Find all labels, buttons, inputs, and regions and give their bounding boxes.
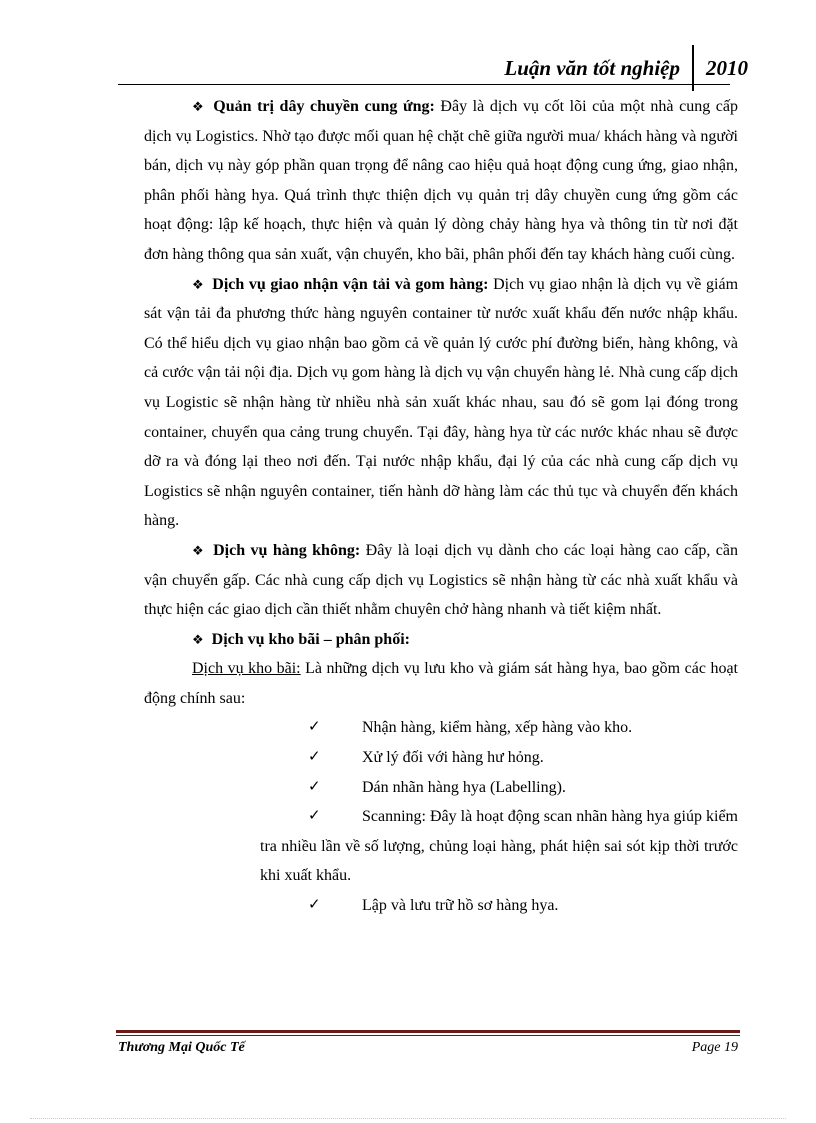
- list-item: ✓ Xử lý đối với hàng hư hỏng.: [260, 743, 738, 773]
- header-rule: [118, 84, 730, 85]
- page-edge: [30, 1118, 786, 1119]
- term-supply-chain: Quản trị dây chuyền cung ứng:: [213, 98, 435, 115]
- diamond-bullet-icon: ❖: [192, 276, 205, 292]
- diamond-bullet-icon: ❖: [192, 631, 204, 647]
- diamond-bullet-icon: ❖: [192, 99, 206, 114]
- page-number: 19: [724, 1040, 738, 1055]
- check-icon: ✓: [308, 778, 321, 795]
- term-air-service: Dịch vụ hàng không:: [213, 541, 361, 559]
- footer-rule: [116, 1030, 740, 1033]
- page-label: Page: [691, 1040, 721, 1055]
- check-icon: ✓: [308, 897, 321, 914]
- text-warehouse-service: Là những dịch vụ lưu kho và giám sát hàng hya, bao gồm các hoạt động chính sau:: [144, 660, 739, 707]
- paragraph-warehouse-service: [144, 654, 738, 713]
- check-icon: ✓: [308, 719, 321, 736]
- text-air-service: Đây là loại dịch vụ dành cho các loại hàng cao cấp, cần vận chuyển gấp. Các nhà cung cấp dịch vụ Logistics sẽ nhận hàng từ các nhà xuất khẩu và thực hiện các giao dịch cần thiết nhằm chuyên chở hàng nhanh và tiết kiệm nhất.: [144, 541, 739, 619]
- paragraph-freight-forwarding: [144, 270, 738, 536]
- list-item: ✓ Scanning: Đây là hoạt động scan nhãn hàng hya giúp kiểm tra nhiều lần về số lượng, chủng loại hàng, phát hiện sai sót kịp thời trước khi xuất khẩu.: [260, 802, 738, 891]
- list-item: ✓ Nhận hàng, kiểm hàng, xếp hàng vào kho.: [260, 713, 738, 743]
- document-body: [144, 92, 738, 921]
- text-supply-chain: Đây là dịch vụ cốt lõi của một nhà cung cấp dịch vụ Logistics. Nhờ tạo được mối quan hệ chặt chẽ giữa người mua/ khách hàng và người bán, dịch vụ này góp phần quan trọng để nâng cao hiệu quả hoạt động cung ứng, giao nhận, phân phối hàng hya. Quá trình thực thiện dịch vụ quản trị dây chuyền cung ứng gồm các hoạt động: lập kế hoạch, thực hiện và quản lý dòng chảy hàng hya và thông tin từ nơi đặt đơn hàng thông qua sản xuất, vận chuyển, kho bãi, phân phối đến tay khách hàng cuối cùng.: [144, 98, 739, 263]
- footer-page: [692, 1040, 738, 1056]
- list-item: ✓ Lập và lưu trữ hồ sơ hàng hya.: [260, 891, 738, 921]
- check-icon: ✓: [308, 808, 321, 825]
- paragraph-warehouse-distribution: [144, 625, 738, 655]
- paragraph-supply-chain: [144, 92, 738, 270]
- paragraph-air-service: [144, 536, 738, 625]
- footer-rule-thin: [116, 1035, 740, 1036]
- term-freight-forwarding: Dịch vụ giao nhận vận tải và gom hàng:: [212, 275, 489, 293]
- text-freight-forwarding: Dịch vụ giao nhận là dịch vụ về giám sát vận tải đa phương thức hàng nguyên container từ nước xuất khẩu đến nước nhập khẩu. Có thể hiểu dịch vụ giao nhận bao gồm cả về quản lý cước phí đường biển, hàng không, và cả cước vận tải nội địa. Dịch vụ gom hàng là dịch vụ vận chuyển hàng lẻ. Nhà cung cấp dịch vụ Logistic sẽ nhận hàng từ nhiều nhà sản xuất khác nhau, sau đó sẽ gom lại đóng trong container, chuyển qua cảng trung chuyển. Tại đây, hàng hya từ các nước khác nhau sẽ được dỡ ra và đóng lại theo nơi đến. Tại nước nhập khẩu, đại lý của các nhà cung cấp dịch vụ Logistics sẽ nhận nguyên container, tiến hành dỡ hàng làm các thủ tục và chuyển đến khách hàng.: [144, 275, 739, 530]
- diamond-bullet-icon: ❖: [192, 542, 206, 558]
- footer-department: Thương Mại Quốc Tế: [118, 1040, 245, 1055]
- header-year: 2010: [706, 55, 748, 80]
- label-warehouse-service: Dịch vụ kho bãi:: [192, 660, 301, 678]
- term-warehouse-distribution: Dịch vụ kho bãi – phân phối:: [211, 630, 410, 648]
- header-title: Luận văn tốt nghiệp: [504, 55, 680, 80]
- list-item: ✓ Dán nhãn hàng hya (Labelling).: [260, 773, 738, 803]
- check-icon: ✓: [308, 749, 321, 766]
- checklist: [144, 713, 738, 920]
